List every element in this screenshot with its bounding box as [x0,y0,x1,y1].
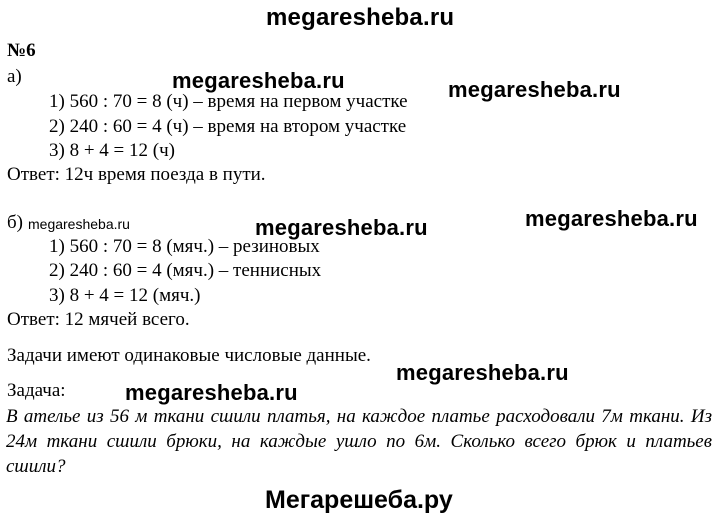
watermark-b1: megaresheba.ru [255,215,428,240]
exercise-number: №6 [7,40,36,61]
task-label: Задача: [7,380,66,401]
part-a-answer: Ответ: 12ч время поезда в пути. [7,164,266,185]
footer-title: Мегарешеба.ру [265,486,453,514]
part-a-step-1: 1) 560 : 70 = 8 (ч) – время на первом участке [49,91,408,112]
part-a-label: а) [7,66,22,87]
watermark-c2: megaresheba.ru [396,360,569,385]
part-b-step-3: 3) 8 + 4 = 12 (мяч.) [49,285,201,306]
part-a-step-3: 3) 8 + 4 = 12 (ч) [49,140,175,161]
watermark-c1: megaresheba.ru [125,380,298,405]
watermark-b-small: megaresheba.ru [28,216,130,232]
watermark-a1: megaresheba.ru [172,68,345,93]
part-b-step-2: 2) 240 : 60 = 4 (мяч.) – теннисных [49,260,322,281]
part-b-label: б) [7,212,23,233]
watermark-a2: megaresheba.ru [448,77,621,102]
part-b-answer: Ответ: 12 мячей всего. [7,309,190,330]
part-b-step-1: 1) 560 : 70 = 8 (мяч.) – резиновых [49,236,320,257]
note-text: Задачи имеют одинаковые числовые данные. [7,345,371,366]
watermark-b2: megaresheba.ru [525,206,698,231]
task-text: В ателье из 56 м ткани сшили платья, на каждое платье расходовали 7м ткани. Из 24м ткани сшили брюки, на каждые ушло по 6м. Сколько всего брюк и платьев сшили? [6,406,712,477]
watermark-top: megaresheba.ru [266,4,455,31]
part-a-step-2: 2) 240 : 60 = 4 (ч) – время на втором участке [49,116,407,137]
